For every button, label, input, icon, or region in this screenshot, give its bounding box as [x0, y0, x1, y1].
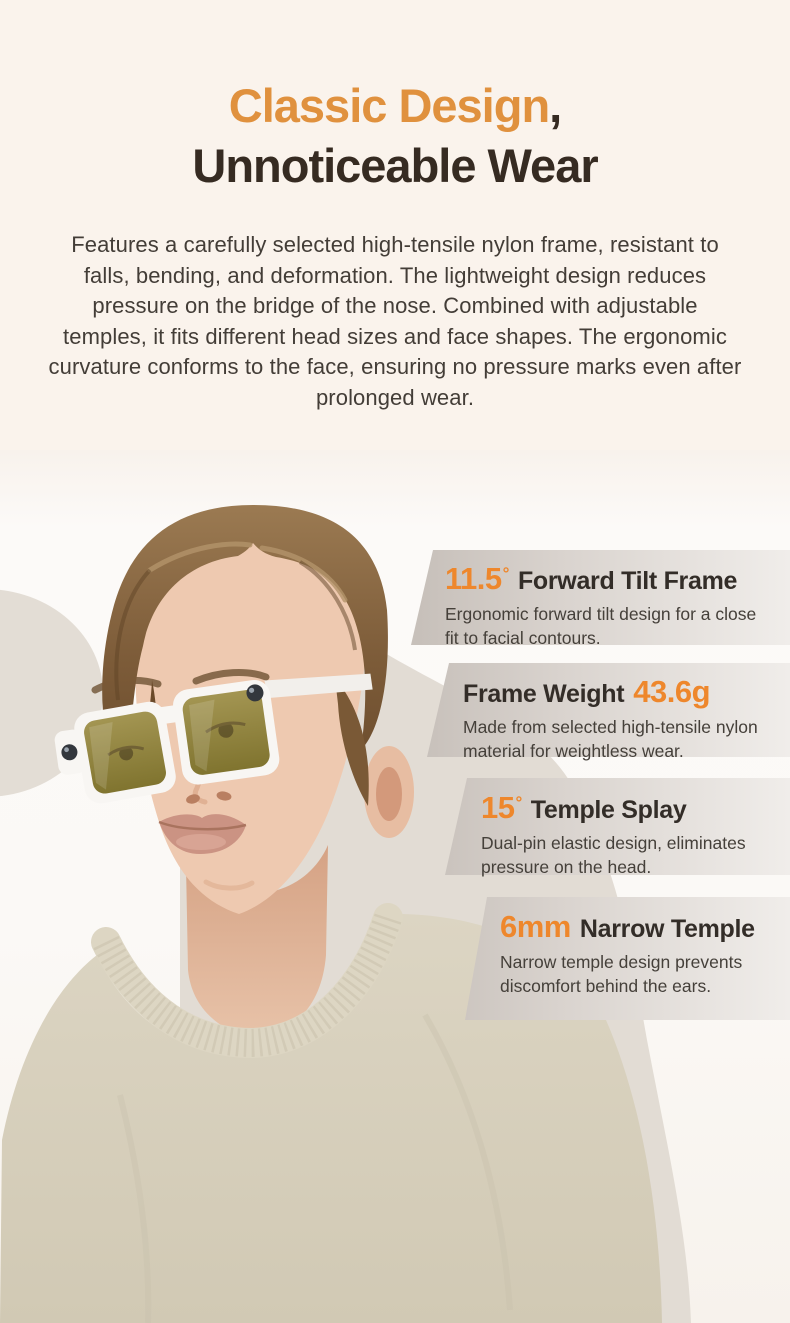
feature-description: Ergonomic forward tilt design for a close fit to facial contours.: [445, 604, 757, 648]
title-comma: ,: [549, 79, 562, 132]
feature-value: 43.6g: [633, 674, 711, 709]
feature-description: Dual-pin elastic design, eliminates pressure on the head.: [481, 833, 746, 877]
product-stage: [0, 450, 790, 1323]
intro-paragraph: Features a carefully selected high-tensile nylon frame, resistant to falls, bending, and deformation. The lightweight design reduces pressure on the bridge of the nose. Combined with adjustable temples, it fits different head sizes and face shapes. The ergonomic curvature conforms to the face, ensuring no pressure marks even after prolonged wear.: [48, 232, 742, 410]
title-line2: Unnoticeable Wear: [192, 139, 598, 192]
feature-value: 11.5°: [445, 561, 509, 596]
feature-card-frame-weight: [0, 663, 790, 761]
feature-label: Narrow Temple: [579, 915, 755, 943]
feature-label: Temple Splay: [530, 796, 687, 824]
feature-label: Forward Tilt Frame: [517, 567, 738, 595]
feature-card-narrow-temple: [0, 897, 790, 1020]
degree-unit: °: [502, 563, 509, 583]
feature-label: Frame Weight: [463, 680, 625, 708]
feature-card-temple-splay: [0, 778, 790, 875]
degree-unit: °: [515, 792, 522, 812]
title-accent: Classic Design: [228, 79, 550, 132]
feature-description: Narrow temple design prevents discomfort behind the ears.: [500, 952, 743, 996]
feature-card-forward-tilt: [0, 550, 790, 648]
hero-section: [0, 0, 790, 413]
feature-description: Made from selected high-tensile nylon material for weightless wear.: [463, 717, 758, 761]
feature-value: 6mm: [500, 909, 571, 944]
feature-value: 15°: [481, 790, 522, 825]
page-title: [0, 76, 790, 196]
